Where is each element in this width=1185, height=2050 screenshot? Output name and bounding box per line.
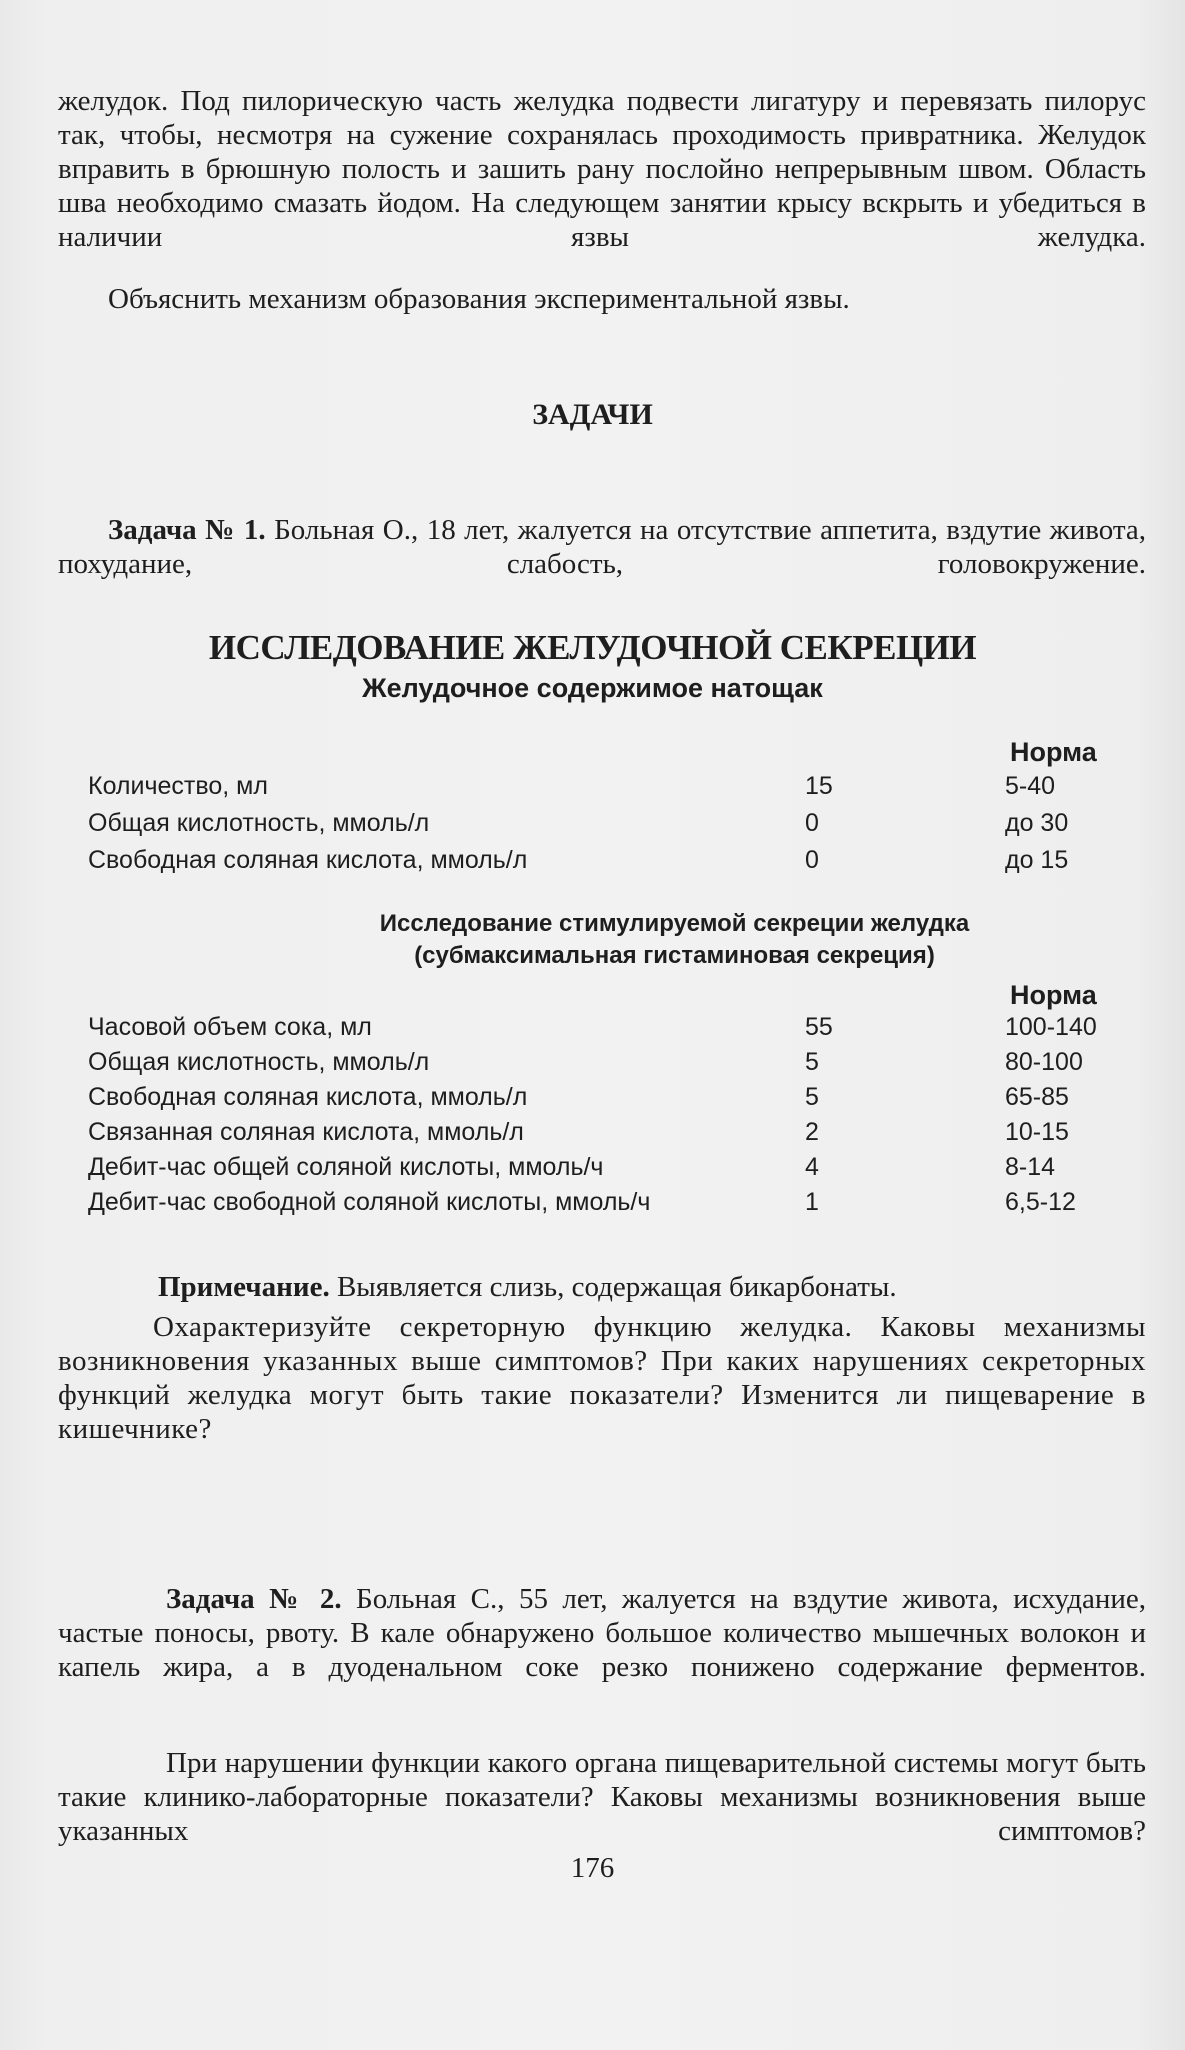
row-norm: до 30 [1005, 809, 1069, 837]
row-value: 2 [805, 1118, 819, 1146]
table2-title-line1: Исследование стимулируемой секреции желудка [379, 910, 970, 937]
note-text: Выявляется слизь, содержащая бикарбонаты. [329, 1271, 897, 1303]
row-norm: 65-85 [1005, 1083, 1069, 1111]
row-norm: 6,5-12 [1005, 1188, 1076, 1216]
table2-row [0, 1118, 1185, 1150]
row-name: Связанная соляная кислота, ммоль/л [88, 1118, 524, 1146]
row-name: Количество, мл [88, 772, 268, 800]
row-norm: 10-15 [1005, 1118, 1069, 1146]
row-value: 5 [805, 1083, 819, 1111]
row-value: 0 [805, 809, 819, 837]
task1-text: Больная О., 18 лет, жалуется на отсутствие аппетита, вздутие живота, похудание, слабость, головокружение. [58, 514, 1147, 580]
task1-note [158, 1270, 1148, 1304]
table1-norm-header: Норма [1010, 737, 1097, 767]
task2-question: При нарушении функции какого органа пищеварительной системы могут быть такие клинико-лабораторные показатели? Каковы механизмы возникновения выше указанных симптомов? [58, 1747, 1146, 1847]
section-title: ЗАДАЧИ [532, 398, 653, 431]
task2-label: Задача № 2. [166, 1583, 342, 1615]
table2-norm-header: Норма [1010, 980, 1097, 1010]
row-name: Свободная соляная кислота, ммоль/л [88, 1083, 528, 1111]
intro-conclusion: Объяснить механизм образования экспериментальной язвы. [108, 283, 850, 315]
row-name: Дебит-час общей соляной кислоты, ммоль/ч [88, 1153, 604, 1181]
task2-paragraph [58, 1582, 1146, 1684]
row-name: Свободная соляная кислота, ммоль/л [88, 846, 528, 874]
row-name: Дебит-час свободной соляной кислоты, ммоль/ч [88, 1188, 651, 1216]
table2-row [0, 1048, 1185, 1080]
row-value: 5 [805, 1048, 819, 1076]
row-norm: 80-100 [1005, 1048, 1083, 1076]
table1-row [0, 809, 1185, 841]
row-name: Часовой объем сока, мл [88, 1013, 372, 1041]
row-norm: 100-140 [1005, 1013, 1097, 1041]
row-norm: до 15 [1005, 846, 1069, 874]
row-value: 0 [805, 846, 819, 874]
table2-row [0, 1153, 1185, 1185]
table2-row [0, 1083, 1185, 1115]
row-name: Общая кислотность, ммоль/л [88, 1048, 430, 1076]
row-value: 15 [805, 772, 833, 800]
table2-row [0, 1013, 1185, 1045]
task1-paragraph [58, 513, 1146, 581]
task1-heading: ИССЛЕДОВАНИЕ ЖЕЛУДОЧНОЙ СЕКРЕЦИИ [208, 628, 977, 667]
row-value: 55 [805, 1013, 833, 1041]
page-number: 176 [570, 1852, 615, 1884]
table1-row [0, 846, 1185, 878]
row-name: Общая кислотность, ммоль/л [88, 809, 430, 837]
row-value: 4 [805, 1153, 819, 1181]
table1-title: Желудочное содержимое натощак [362, 673, 823, 703]
table2-title-line2: (субмаксимальная гистаминовая секреция) [414, 942, 935, 969]
task2-text: Больная С., 55 лет, жалуется на вздутие живота, исхудание, частые поносы, рвоту. В кале обнаружено большое количество мышечных волокон и капель жира, а в дуоденальном соке резко понижено содержание ферментов. [58, 1583, 1146, 1683]
table2-row [0, 1188, 1185, 1220]
note-label: Примечание. [158, 1271, 330, 1303]
table1-row [0, 772, 1185, 804]
task1-label: Задача № 1. [108, 514, 266, 546]
row-value: 1 [805, 1188, 819, 1216]
intro-paragraph: желудок. Под пилорическую часть желудка подвести лигатуру и перевязать пилорус так, чтобы, несмотря на сужение сохранялась проходимость привратника. Желудок вправить в брюшную полость и зашить рану послойно непрерывным швом. Область шва необходимо смазать йодом. На следующем занятии крысу вскрыть и убедиться в наличии язвы желудка. [58, 85, 1146, 253]
row-norm: 8-14 [1005, 1153, 1056, 1181]
row-norm: 5-40 [1005, 772, 1056, 800]
task1-question: Охарактеризуйте секреторную функцию желудка. Каковы механизмы возникновения указанных выше симптомов? При каких нарушениях секреторных функций желудка могут быть такие показатели? Изменится ли пищеварение в кишечнике? [58, 1311, 1146, 1445]
